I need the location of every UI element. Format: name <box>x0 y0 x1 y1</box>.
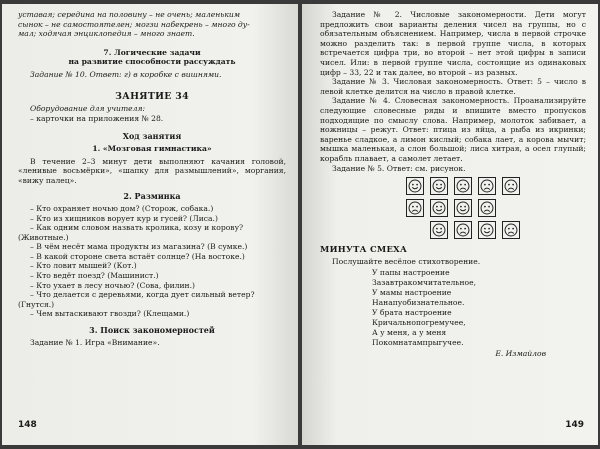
warmup-line: – Кто из хищников ворует кур и гусей? (Лиса.) <box>30 213 218 223</box>
warmup-line: (Гнутся.) <box>18 299 55 309</box>
sad-face-icon <box>502 177 520 195</box>
task3-text: Задание № 3. Числовая закономерность. Ответ: 5 – число в левой клетке делится на число в правой клетке. <box>320 77 586 96</box>
part2-title: 2. Разминка <box>123 191 181 202</box>
warmup-list <box>18 204 286 319</box>
task4-text: Задание № 4. Словесная закономерность. Проанализируйте следующие словесные ряды и впишите вместо пропусков подходящие по смыслу слова. Например, молоток забивает, а ножницы – режут. Ответ: птица из яйца, а рыба из икринки; варенье сладкое, а лимон кислый; собака лает, а корова мычит; мышка маленькая, а слон большой; лиса хитрая, а осел глупый; корабль плавает, а самолет летает. <box>320 96 586 163</box>
warmup-line: (Животные.) <box>18 232 69 242</box>
equipment-item: – карточки на приложения № 28. <box>30 113 164 123</box>
page-number: 149 <box>565 420 584 431</box>
task1-text: Задание № 1. Игра «Внимание». <box>30 337 160 347</box>
task2-text: Задание № 2. Числовые закономерности. Дети могут предложить свои варианты деления чисел на группы, но с обязательным объяснением. Например, числа в первой строчке можно разделить так: в первой группе числа, в которых встречается цифра три, во второй – нет этой цифры в записи чисел. Или: в первой группе числа, состоящие из одинаковых цифр – 33, 22 и так далее, во второй – из разных. <box>320 10 586 77</box>
minute-intro: Послушайте весёлое стихотворение. <box>332 256 481 266</box>
poem-line: У папы настроение <box>372 268 450 278</box>
part1-title: 1. «Мозговая гимнастика» <box>92 143 212 153</box>
warmup-line: – Кто ловит мышей? (Кот.) <box>30 261 137 271</box>
poem-line: Зазавтракомчитательное, <box>372 278 477 288</box>
poem-line: А у меня, а у меня <box>372 328 447 338</box>
poem-line: Кричальнопогремучее, <box>372 318 466 328</box>
page-number: 148 <box>18 420 37 431</box>
sad-face-icon <box>454 221 472 239</box>
left-page <box>2 4 298 445</box>
empty-cell <box>502 199 520 217</box>
warmup-line: – Кто охраняет ночью дом? (Сторож, собака.) <box>30 203 214 213</box>
happy-face-icon <box>430 177 448 195</box>
section7-title: 7. Логические задачи <box>103 47 201 57</box>
lesson-title: ЗАНЯТИЕ 34 <box>115 90 189 102</box>
warmup-line: – Кто ухает в лесу ночью? (Сова, филин.) <box>30 280 195 290</box>
sad-face-icon <box>406 199 424 217</box>
section7-subtitle: на развитие способности рассуждать <box>68 57 236 67</box>
part3-title: 3. Поиск закономерностей <box>89 325 215 336</box>
intro-paragraph <box>18 10 286 39</box>
warmup-line: – В какой стороне света встаёт солнце? (На востоке.) <box>30 251 245 261</box>
part1-text: В течение 2–3 минут дети выполняют качания головой, «ленивые восьмёрки», «шапку для размышлений», моргания, «вижу палец». <box>18 156 286 185</box>
poem-line: Нанапуобизнательное. <box>372 298 465 308</box>
happy-face-icon <box>454 199 472 217</box>
warmup-line: – Кто ведёт поезд? (Машинист.) <box>30 271 159 281</box>
happy-face-icon <box>430 199 448 217</box>
happy-face-icon <box>430 221 448 239</box>
faces-grid <box>406 177 586 239</box>
empty-cell <box>406 221 424 239</box>
sad-face-icon <box>478 199 496 217</box>
task5-text: Задание № 5. Ответ: см. рисунок. <box>332 163 466 173</box>
poem-line: У мамы настроение <box>372 288 452 298</box>
intro-line: уставая; середина на половину – не очень; маленьким <box>18 10 241 19</box>
task10-answer: Задание № 10. Ответ: г) в коробке с вишнями. <box>30 69 222 79</box>
warmup-line: – Как одним словом назвать кролика, козу и корову? <box>30 223 244 233</box>
course-title: Ход занятия <box>122 131 182 142</box>
warmup-line: – В чём несёт мама продукты из магазина? (В сумке.) <box>30 242 248 252</box>
warmup-line: – Что делается с деревьями, когда дует сильный ветер? <box>30 290 255 300</box>
happy-face-icon <box>478 221 496 239</box>
poem <box>372 268 586 348</box>
poem-line: Покомнатампрыгучее. <box>372 338 464 348</box>
poem-line: У брата настроение <box>372 308 452 318</box>
minute-title: МИНУТА СМЕХА <box>320 244 408 255</box>
sad-face-icon <box>502 221 520 239</box>
poem-author: Е. Измайлов <box>495 349 546 359</box>
sad-face-icon <box>454 177 472 195</box>
happy-face-icon <box>406 177 424 195</box>
sad-face-icon <box>478 177 496 195</box>
right-page <box>302 4 598 445</box>
warmup-line: – Чем вытаскивают гвозди? (Клещами.) <box>30 309 190 319</box>
intro-line: мал; ходячая энциклопедия – много знает. <box>18 29 195 39</box>
equipment-label: Оборудование для учителя: <box>30 104 146 114</box>
intro-line: сынок – не самостоятелен; могзи набекрень – много ду- <box>18 19 250 29</box>
